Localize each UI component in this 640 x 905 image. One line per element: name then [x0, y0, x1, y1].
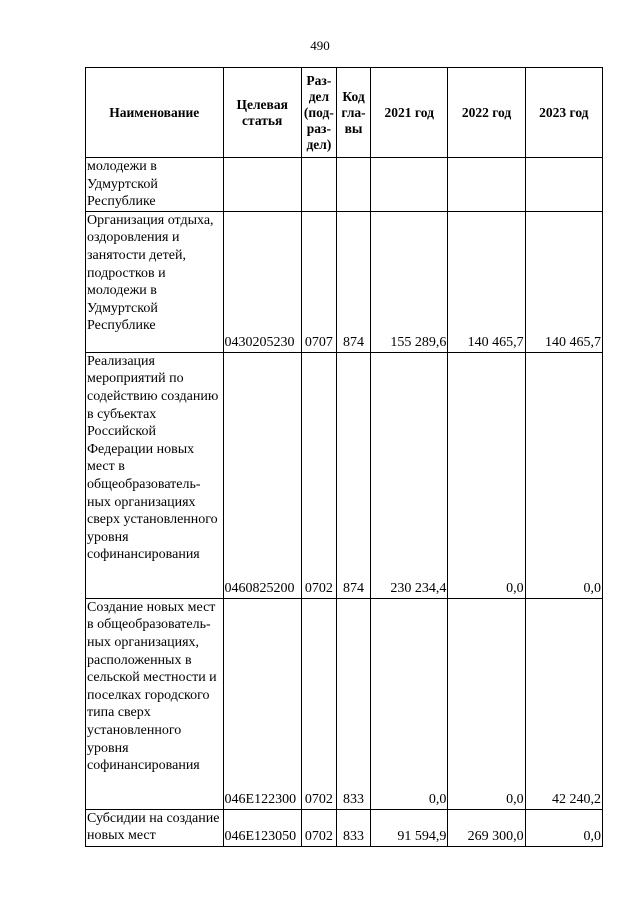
row-section: 0707: [301, 211, 336, 352]
header-year-2022: 2022 год: [448, 68, 525, 158]
row-section: 0702: [301, 352, 336, 598]
row-2021: 230 234,4: [371, 352, 448, 598]
page-number: 490: [310, 38, 330, 53]
row-2022: 0,0: [448, 598, 525, 809]
row-target-article: 046E123050: [223, 809, 301, 846]
header-name: Наименование: [86, 68, 224, 158]
row-2022: 269 300,0: [448, 809, 525, 846]
table-row: [86, 809, 603, 846]
row-name: Реализация мероприятий по содействию созданию в субъектах Российской Федерации новых мест в общеобразователь-ных организациях сверх установленного уровня софинансирования: [86, 352, 224, 598]
row-2022: 0,0: [448, 352, 525, 598]
table-row: [86, 352, 603, 598]
row-name: Создание новых мест в общеобразователь-ных организациях, расположенных в сельской местности и поселках городского типа сверх установленного уровня софинансирования: [86, 598, 224, 809]
row-2023: 140 465,7: [525, 211, 602, 352]
row-name: Организация отдыха, оздоровления и занятости детей, подростков и молодежи в Удмуртской Республике: [86, 211, 224, 352]
table-header-row: [86, 68, 603, 158]
row-target-article: 046E122300: [223, 598, 301, 809]
header-section: Раз-дел (под-раз-дел): [301, 68, 336, 158]
row-2021: 91 594,9: [371, 809, 448, 846]
row-2023: 0,0: [525, 809, 602, 846]
budget-table: [85, 67, 603, 847]
row-name: Субсидии на создание новых мест: [86, 809, 224, 846]
header-target-article: Целевая статья: [223, 68, 301, 158]
row-target-article: [223, 158, 301, 212]
row-chapter-code: 833: [336, 598, 370, 809]
row-section: 0702: [301, 809, 336, 846]
row-2021: 0,0: [371, 598, 448, 809]
row-2021: 155 289,6: [371, 211, 448, 352]
table-row: [86, 211, 603, 352]
row-chapter-code: 874: [336, 211, 370, 352]
header-year-2021: 2021 год: [371, 68, 448, 158]
table-row: [86, 598, 603, 809]
row-chapter-code: 833: [336, 809, 370, 846]
header-chapter-code: Код гла-вы: [336, 68, 370, 158]
row-name: молодежи в Удмуртской Республике: [86, 158, 224, 212]
row-2023: 42 240,2: [525, 598, 602, 809]
row-chapter-code: 874: [336, 352, 370, 598]
row-target-article: 0430205230: [223, 211, 301, 352]
row-section: 0702: [301, 598, 336, 809]
row-chapter-code: [336, 158, 370, 212]
table-row: [86, 158, 603, 212]
row-2023: [525, 158, 602, 212]
row-2023: 0,0: [525, 352, 602, 598]
header-year-2023: 2023 год: [525, 68, 602, 158]
row-section: [301, 158, 336, 212]
row-2022: [448, 158, 525, 212]
row-target-article: 0460825200: [223, 352, 301, 598]
row-2021: [371, 158, 448, 212]
row-2022: 140 465,7: [448, 211, 525, 352]
